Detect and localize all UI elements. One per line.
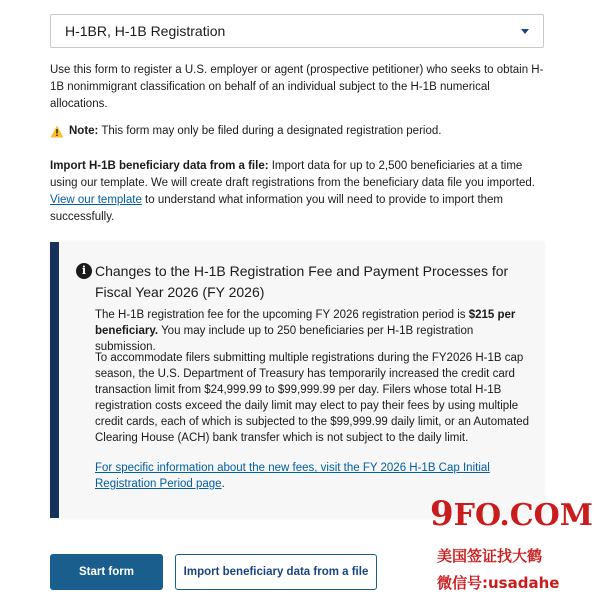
- import-beneficiary-button[interactable]: Import beneficiary data from a file: [175, 554, 377, 590]
- watermark-line-2: 微信号:usadahe: [437, 574, 560, 592]
- watermark-logo-text: FO.COM: [453, 498, 594, 533]
- fee-info-link[interactable]: For specific information about the new fees, visit the FY 2026 H-1B Cap Initial Registration Period page: [95, 462, 490, 490]
- form-type-select[interactable]: [50, 14, 544, 48]
- alert-fee-amount: $215 per beneficiary.: [95, 309, 516, 337]
- alert-link-period: .: [221, 478, 225, 490]
- fee-change-alert: [50, 242, 544, 518]
- alert-fee-paragraph: [95, 307, 535, 355]
- form-description: Use this form to register a U.S. employer or agent (prospective petitioner) who seeks to obtain H-1B nonimmigrant classification on behalf of an individual subject to the H-1B numerical allocations.: [50, 64, 544, 110]
- import-info-label: Import H-1B beneficiary data from a file:: [50, 160, 269, 172]
- note-label: Note:: [69, 125, 99, 137]
- alert-fee-text-after: You may include up to 250 beneficiaries per H-1B registration submission.: [95, 325, 474, 353]
- alert-treasury-paragraph: To accommodate filers submitting multiple registrations during the FY2026 H-1B cap season, the U.S. Department of Treasury has temporarily increased the credit card transaction limit from $24,999.99 to $99,999.99 per day. Filers whose total H-1B registration costs exceed the daily limit may elect to pay their fees by using multiple credit cards, each of which is subjected to the $99,999.99 daily limit, or an Automated Clearing House (ACH) bank transfer which is not subject to the daily limit.: [95, 352, 530, 444]
- watermark-logo-number: 9: [430, 494, 454, 534]
- import-info: [50, 158, 544, 226]
- import-info-text-after: to understand what information you will need to provide to import them successfully.: [50, 194, 504, 223]
- warning-icon: [50, 125, 64, 138]
- view-template-link[interactable]: View our template: [50, 194, 142, 206]
- note-text: This form may only be filed during a designated registration period.: [98, 125, 442, 137]
- alert-title: Changes to the H-1B Registration Fee and Payment Processes for Fiscal Year 2026 (FY 2026): [95, 263, 509, 300]
- alert-link-paragraph: [95, 460, 535, 492]
- watermark-line-1: 美国签证找大鹤: [437, 547, 543, 565]
- note: [50, 123, 544, 140]
- form-type-select-value: H-1BR, H-1B Registration: [65, 23, 226, 39]
- chevron-down-icon: [521, 29, 529, 34]
- info-icon: i: [76, 263, 92, 279]
- alert-fee-text: The H-1B registration fee for the upcoming FY 2026 registration period is: [95, 309, 469, 321]
- watermark-logo: [430, 494, 593, 534]
- start-form-button[interactable]: Start form: [50, 554, 163, 590]
- import-info-text: Import data for up to 2,500 beneficiaries at a time using our template. We will create draft registrations from the beneficiary data file you imported.: [50, 160, 535, 189]
